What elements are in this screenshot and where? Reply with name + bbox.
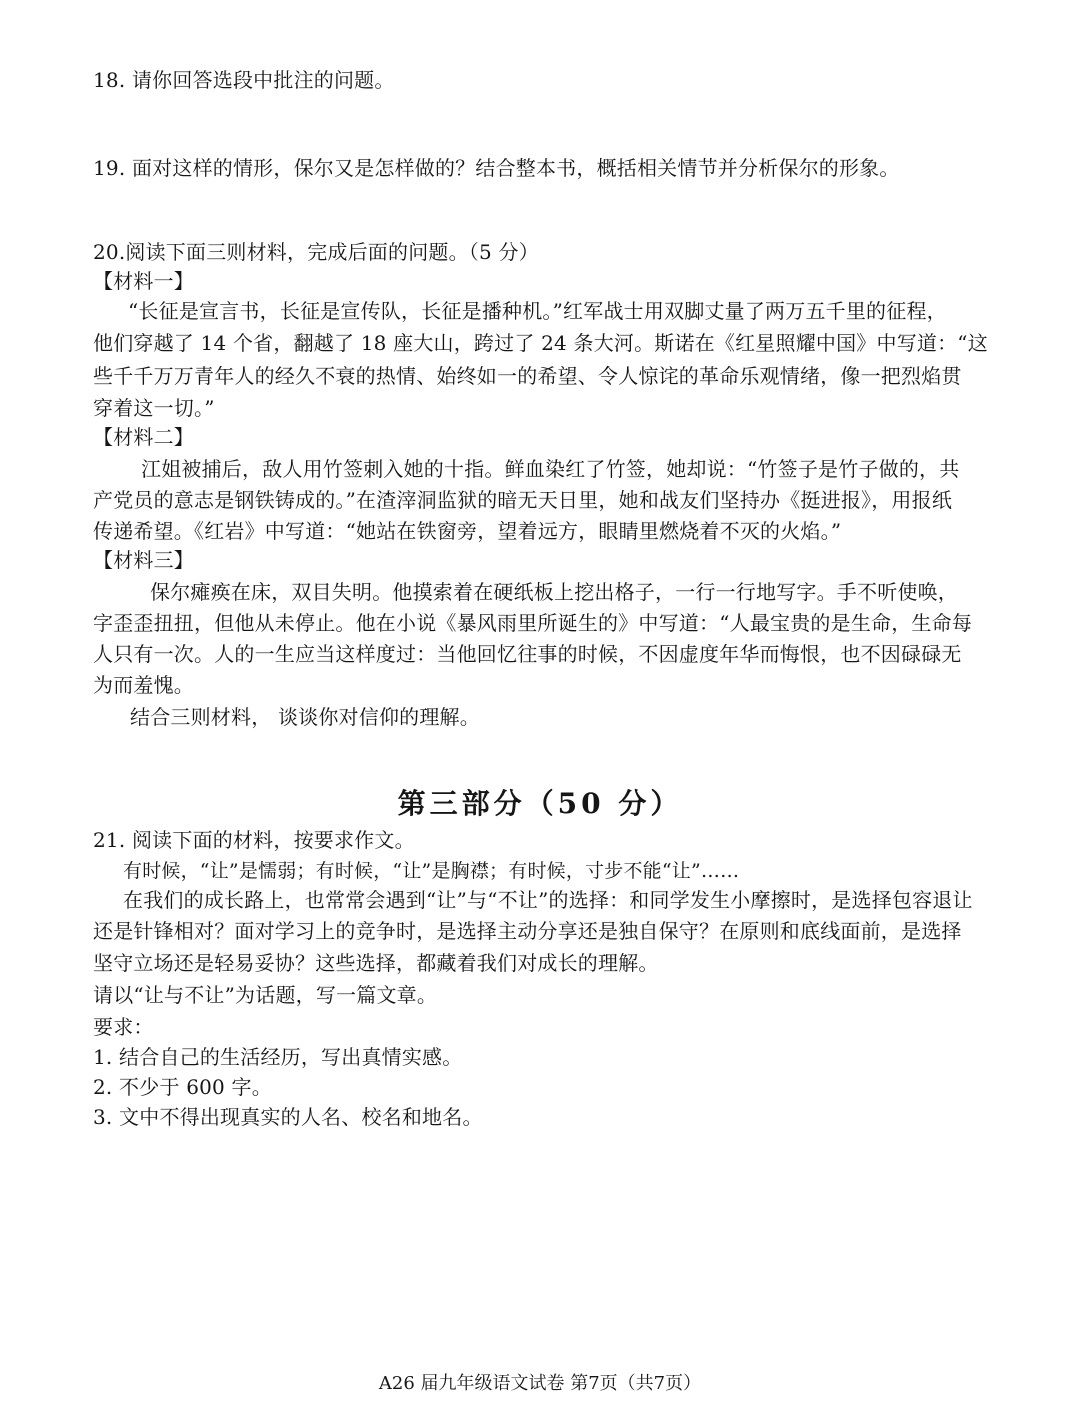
material-3-line: 保尔瘫痪在床，双目失明。他摸索着在硬纸板上挖出格子，一行一行地写字。手不听使唤，	[150, 580, 958, 604]
material-1-label: 【材料一】	[93, 269, 194, 293]
material-3-line: 为而羞愧。	[93, 673, 194, 697]
question-20-prompt: 20.阅读下面三则材料，完成后面的问题。（5 分）	[93, 240, 539, 264]
material-2-line: 产党员的意志是钢铁铸成的。”在渣滓洞监狱的暗无天日里，她和战友们坚持办《挺进报》，用报纸	[93, 488, 953, 512]
section-3-title: 第三部分（50 分）	[397, 787, 683, 820]
material-1-line: 他们穿越了 14 个省，翻越了 18 座大山，跨过了 24 条大河。斯诺在《红星照耀中国》中写道：“这	[93, 331, 988, 355]
essay-material-line: 还是针锋相对？面对学习上的竞争时，是选择主动分享还是独自保守？在原则和底线面前，是选择	[93, 919, 962, 943]
requirement-item: 2. 不少于 600 字。	[93, 1075, 272, 1099]
essay-material-line: 有时候，“让”是懦弱；有时候，“让”是胸襟；有时候，寸步不能“让”……	[123, 860, 740, 882]
material-1-line: “长征是宣言书，长征是宣传队，长征是播种机。”红军战士用双脚丈量了两万五千里的征程，	[128, 299, 947, 323]
question-21-prompt: 21. 阅读下面的材料，按要求作文。	[93, 828, 415, 852]
essay-instruction: 请以“让与不让”为话题，写一篇文章。	[93, 983, 438, 1007]
requirement-item: 3. 文中不得出现真实的人名、校名和地名。	[93, 1105, 483, 1129]
material-2-label: 【材料二】	[93, 425, 194, 449]
requirements-label: 要求：	[93, 1015, 154, 1039]
material-1-line: 穿着这一切。”	[93, 396, 215, 420]
material-1-line: 些千千万万青年人的经久不衰的热情、始终如一的希望、令人惊诧的革命乐观情绪，像一把烈焰贯	[93, 364, 962, 388]
question-18: 18. 请你回答选段中批注的问题。	[93, 68, 395, 92]
requirement-item: 1. 结合自己的生活经历，写出真情实感。	[93, 1045, 463, 1069]
material-2-line: 江姐被捕后，敌人用竹签刺入她的十指。鲜血染红了竹签，她却说：“竹签子是竹子做的，共	[141, 457, 960, 481]
question-20-task: 结合三则材料， 谈谈你对信仰的理解。	[130, 705, 480, 729]
essay-material-line: 坚守立场还是轻易妥协？这些选择，都藏着我们对成长的理解。	[93, 951, 659, 975]
material-2-line: 传递希望。《红岩》中写道：“她站在铁窗旁，望着远方，眼睛里燃烧着不灭的火焰。”	[93, 519, 842, 543]
material-3-label: 【材料三】	[93, 548, 194, 572]
page-footer: A26 届九年级语文试卷 第7页（共7页）	[378, 1373, 702, 1394]
essay-material-line: 在我们的成长路上，也常常会遇到“让”与“不让”的选择：和同学发生小摩擦时，是选择包容退让	[123, 888, 973, 912]
material-3-line: 字歪歪扭扭，但他从未停止。他在小说《暴风雨里所诞生的》中写道：“人最宝贵的是生命，生命每	[93, 611, 973, 635]
material-3-line: 人只有一次。人的一生应当这样度过：当他回忆往事的时候，不因虚度年华而悔恨，也不因碌碌无	[93, 642, 962, 666]
question-19: 19. 面对这样的情形，保尔又是怎样做的？结合整本书，概括相关情节并分析保尔的形象。	[93, 156, 900, 180]
